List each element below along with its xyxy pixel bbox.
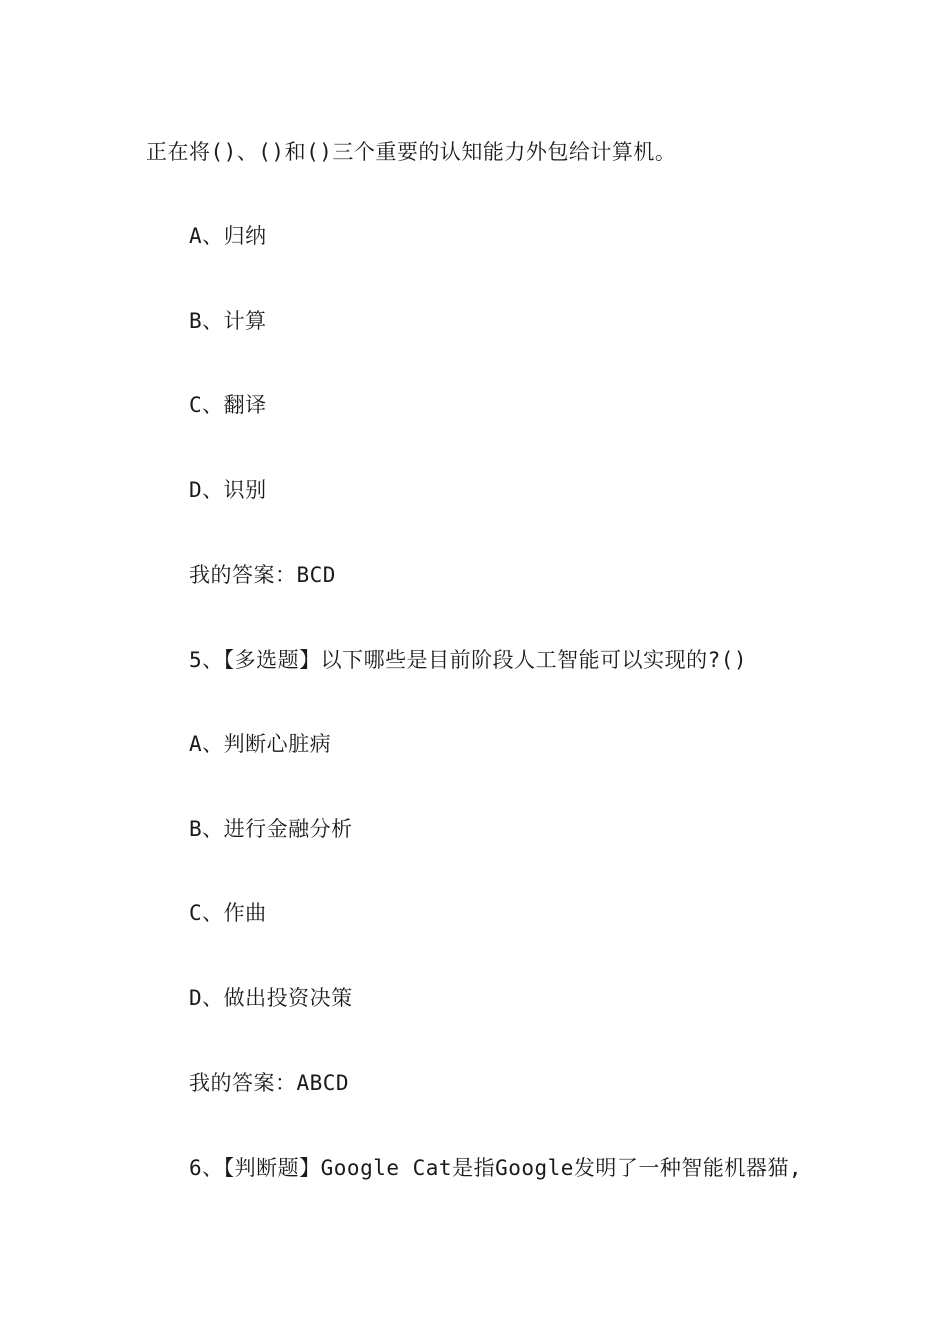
question-5-option-a: A、判断心脏病 — [189, 732, 332, 756]
question-5-stem: 5、【多选题】以下哪些是目前阶段人工智能可以实现的?() — [189, 648, 748, 672]
question-4-answer: 我的答案：BCD — [189, 563, 336, 587]
question-5-option-c: C、作曲 — [189, 901, 267, 925]
question-4-option-a: A、归纳 — [189, 224, 267, 248]
question-5-option-d: D、做出投资决策 — [189, 986, 353, 1010]
question-4-stem-continuation: 正在将()、()和()三个重要的认知能力外包给计算机。 — [146, 140, 677, 164]
question-5-option-b: B、进行金融分析 — [189, 817, 353, 841]
question-4-option-c: C、翻译 — [189, 393, 267, 417]
question-6-stem: 6、【判断题】Google Cat是指Google发明了一种智能机器猫, — [189, 1156, 803, 1180]
question-4-option-b: B、计算 — [189, 309, 267, 333]
question-4-option-d: D、识别 — [189, 478, 267, 502]
question-5-answer: 我的答案：ABCD — [189, 1071, 350, 1095]
